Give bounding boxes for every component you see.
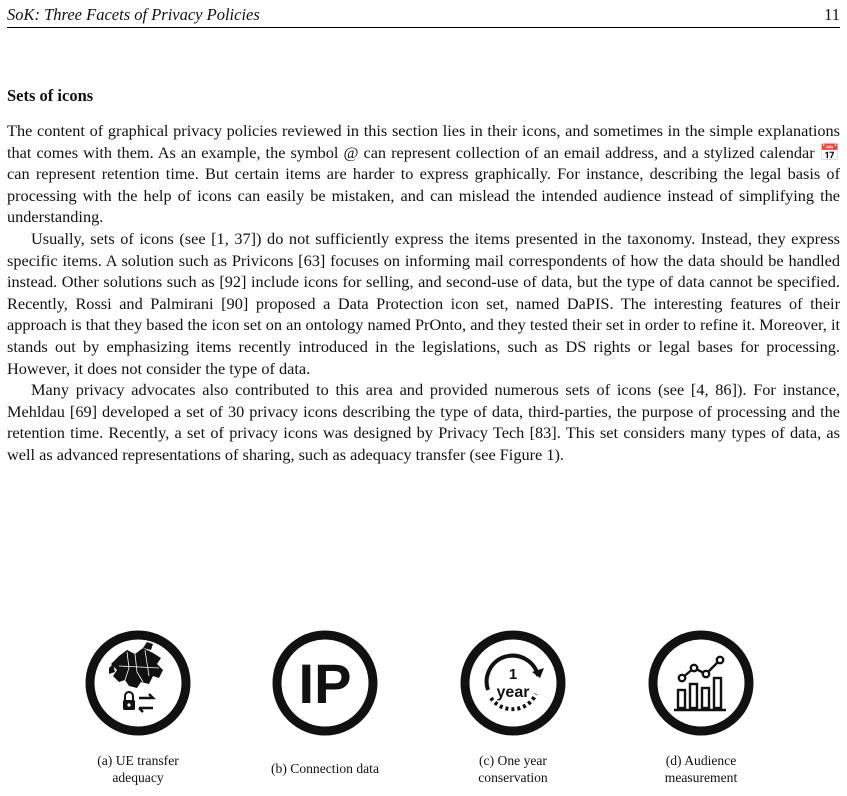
running-title: SoK: Three Facets of Privacy Policies [7,5,260,24]
page-number: 11 [824,5,840,24]
eu-transfer-icon [83,628,193,738]
ip-icon-text: IP [298,652,352,715]
subfigure-d [626,628,776,786]
running-header [7,3,840,28]
figure-1 [60,628,800,796]
paragraph-3: Many privacy advocates also contributed to this area and provided numerous sets of icons (see [4, 86]). For instance, Mehldau [69] developed a set of 30 privacy icons describing the type of data, third-parties, the purpose of processing and the retention time. Recently, a set of privacy icons was designed by Privacy Tech [83]. This set considers many types of data, as well as advanced representations of sharing, such as adequacy transfer (see Figure 1). [7,380,840,464]
caption-a: (a) UE transfer adequacy [97,753,179,785]
subfigure-b [250,628,400,777]
ip-icon [270,628,380,738]
paragraph-1: The content of graphical privacy policies reviewed in this section lies in their icons, and sometimes in the simple explanations that comes with them. As an example, the symbol @ can represent collection of an email address, and a stylized calendar 📅 can represent retention time. But certain items are harder to express graphically. For instance, describing the legal basis of processing with the help of icons can easily be mistaken, and can mislead the intended audience instead of simplifying the understanding. [7,121,840,227]
subfigure-a [63,628,213,786]
caption-d: (d) Audience measurement [664,753,738,785]
caption-b: (b) Connection data [271,761,379,776]
svg-text:1: 1 [508,666,518,683]
paragraph-2: Usually, sets of icons (see [1, 37]) do not sufficiently express the items presented in the taxonomy. Instead, they express specific items. A solution such as Privicons [63] focuses on informing mail correspondents of how the data should be handled instead. Other solutions such as [92] include icons for selling, and second-use of data, but the type of data cannot be specified. Recently, Rossi and Palmirani [90] proposed a Data Protection icon set, named DaPIS. The interesting features of their approach is that they based the icon set on an ontology named PrOnto, and they tested their set in order to refine it. Moreover, it stands out by emphasizing items recently introduced in the legislations, such as DS rights or legal bases for processing. However, it does not consider the type of data. [7,228,840,378]
svg-text:year: year [496,684,530,701]
subfigure-c [438,628,588,786]
caption-c: (c) One year conservation [478,753,548,785]
body-text [7,120,840,466]
section-title: Sets of icons [7,86,94,105]
one-year-icon [458,628,568,738]
audience-chart-icon [646,628,756,738]
